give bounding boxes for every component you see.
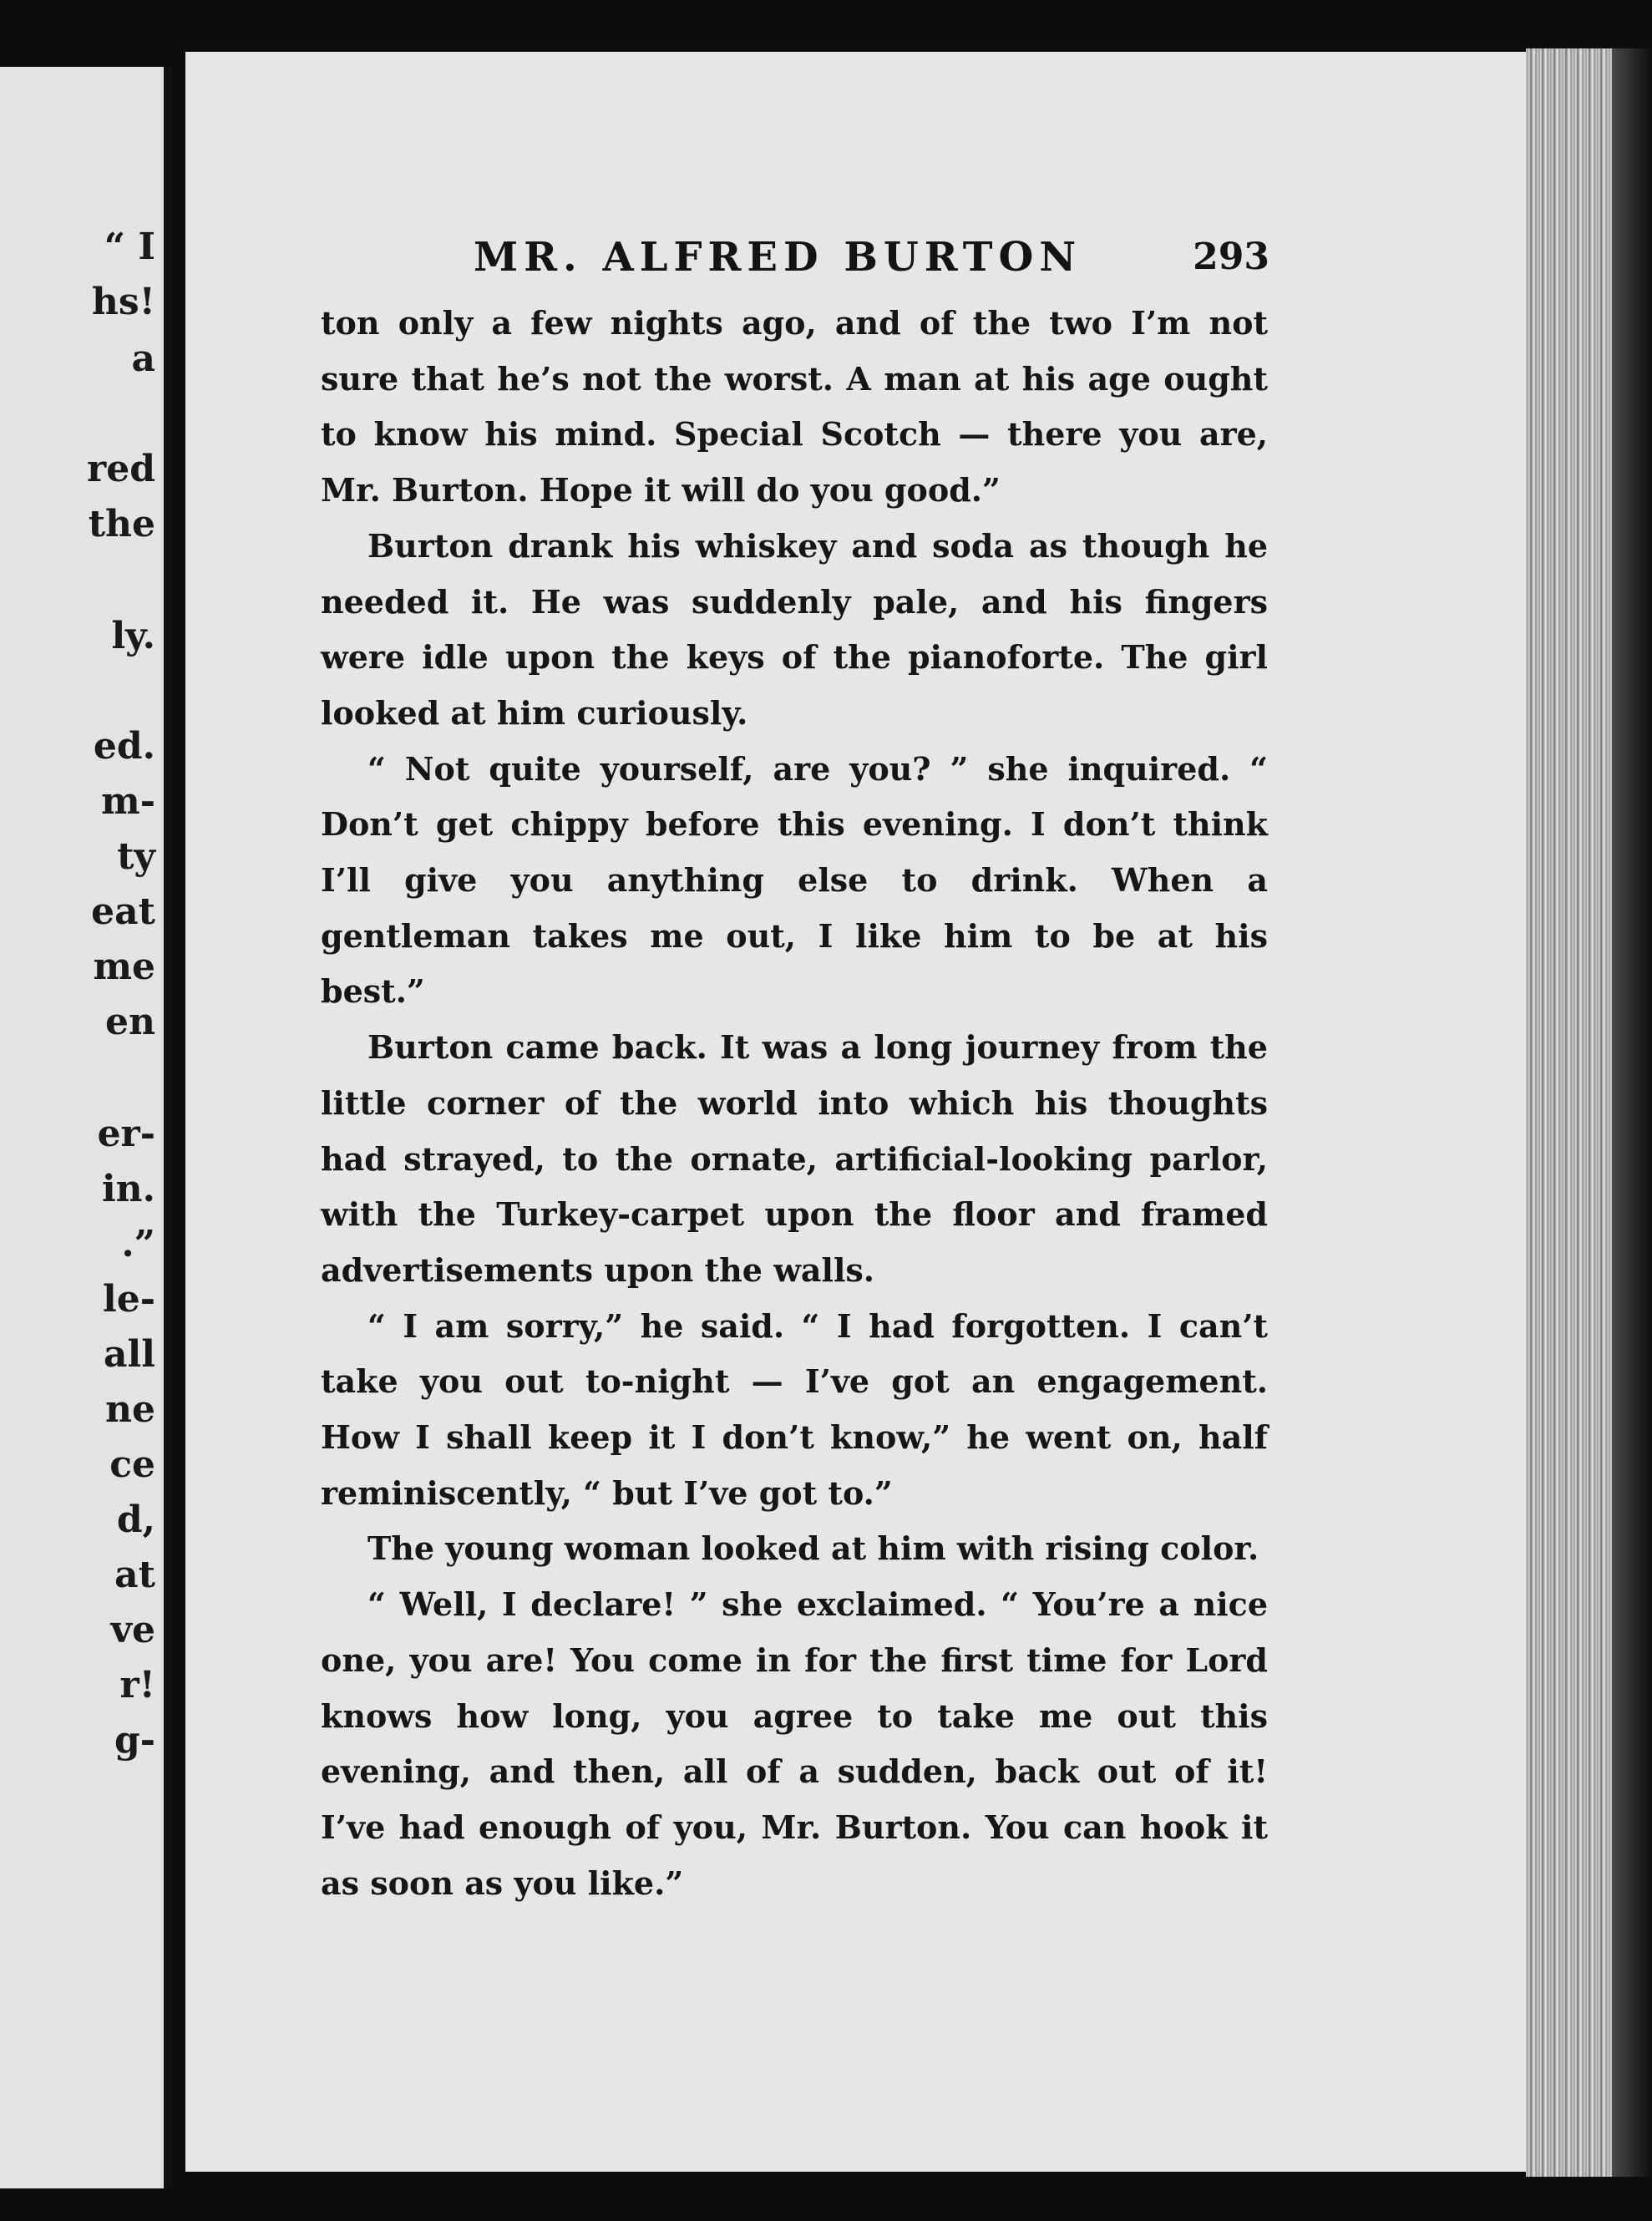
previous-page-text-fragment: ne — [105, 1388, 155, 1431]
previous-page-text-fragment: me — [93, 946, 155, 988]
paragraph: “ Well, I declare! ” she exclaimed. “ You’re a nice one, you are! You come in for the first time for Lord knows how long, you agree to take me out this evening, and then, all of a sudden, back out of it! I’ve had enough of you, Mr. Burton. You can hook it as soon as you like.” — [321, 1585, 1268, 1902]
previous-page-text-fragment: “ I — [104, 226, 155, 268]
previous-page-text-fragment: ce — [109, 1443, 155, 1486]
previous-page-text-fragment: the — [88, 503, 155, 545]
book-edge-shadow — [1612, 48, 1652, 2177]
previous-page-text-fragment: le- — [103, 1278, 155, 1321]
previous-page-text-fragment: hs! — [91, 281, 155, 323]
previous-page-text-fragment: m- — [101, 780, 155, 823]
previous-page-text-fragment: at — [114, 1554, 155, 1596]
previous-page-text-fragment: g- — [114, 1719, 155, 1762]
book-fore-edge — [1526, 48, 1616, 2177]
paragraph: ton only a few nights ago, and of the two I’m not sure that he’s not the worst. A man at his age ought to know his mind. Special Scotch — there you are, Mr. Burton. Hope it will do you good.” — [321, 304, 1268, 510]
body-text — [321, 296, 1268, 1911]
previous-page-text-fragment: r! — [119, 1664, 155, 1706]
previous-page-text-fragment: red — [87, 448, 155, 490]
paragraph: “ Not quite yourself, are you? ” she inquired. “ Don’t get chippy before this evening. I don’t think I’ll give you anything else to drink. When a gentleman takes me out, I like him to be at his best.” — [321, 749, 1268, 1011]
previous-page-text-fragment: er- — [97, 1113, 155, 1155]
paragraph: The young woman looked at him with rising color. — [367, 1529, 1259, 1568]
previous-page-text-fragment: all — [104, 1333, 155, 1376]
page-header — [294, 217, 1269, 292]
previous-page-text-fragment: en — [105, 1001, 155, 1043]
previous-page-text-fragment: ty — [117, 835, 155, 878]
previous-page-text-fragment: ve — [110, 1609, 155, 1651]
previous-page-text-fragment: ed. — [93, 725, 155, 768]
paragraph: “ I am sorry,” he said. “ I had forgotten. I can’t take you out to-night — I’ve got an engagement. How I shall keep it I don’t know,” he went on, half reminiscently, “ but I’ve got to.” — [321, 1306, 1268, 1512]
previous-page-text-fragment: in. — [101, 1168, 155, 1210]
previous-page-edge — [0, 67, 172, 2188]
previous-page-text-fragment: eat — [91, 890, 155, 933]
previous-page-text-fragment: .” — [121, 1223, 155, 1265]
previous-page-text-fragment: d, — [116, 1498, 155, 1541]
previous-page-text-fragment: ly. — [111, 615, 155, 657]
running-head: MR. ALFRED BURTON — [474, 234, 1082, 281]
page-number: 293 — [1193, 236, 1269, 278]
paragraph: Burton drank his whiskey and soda as though he needed it. He was suddenly pale, and his fingers were idle upon the keys of the pianoforte. The girl looked at him curiously. — [321, 526, 1268, 732]
paragraph: Burton came back. It was a long journey from the little corner of the world into which his thoughts had strayed, to the ornate, artificial-looking parlor, with the Turkey-carpet upon the floor and framed advertisements upon the walls. — [321, 1028, 1268, 1289]
previous-page-text-fragment: a — [131, 337, 155, 380]
